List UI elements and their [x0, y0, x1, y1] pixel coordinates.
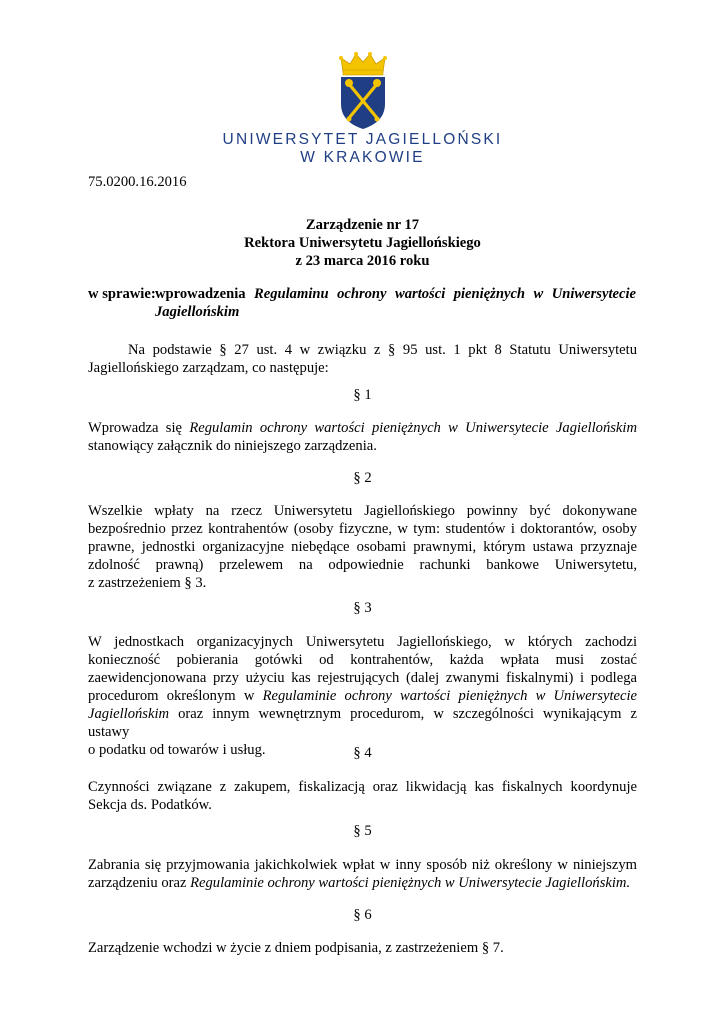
- section-2-body: [88, 502, 637, 592]
- section-3-l5-italic: Jagiellońskim: [88, 706, 170, 722]
- section-2-line-3: prawne, jednostki organizacyjne niebędące osobami prawnymi, którym ustawa przyznaje: [88, 539, 637, 555]
- section-1-sign: § 1: [353, 387, 372, 403]
- subject-line-1: [155, 285, 636, 303]
- section-1-italic: Regulamin ochrony wartości pieniężnych w Uniwersytecie Jagiellońskim: [189, 420, 638, 436]
- title-line-2: Rektora Uniwersytetu Jagiellońskiego: [244, 235, 481, 251]
- intro-line-2: Jagiellońskiego zarządzam, co następuje:: [88, 360, 329, 376]
- section-5-l2-italic: Regulaminie ochrony wartości pieniężnych w Uniwersytecie Jagiellońskim.: [190, 875, 631, 891]
- intro-paragraph: [88, 341, 637, 377]
- section-3-l4-prefix: procedurom określonym w: [88, 688, 255, 704]
- section-5-sign: § 5: [353, 823, 372, 839]
- section-6-body: [88, 939, 637, 957]
- section-3-line-4: [88, 687, 637, 705]
- subject-italic-1: Regulaminu ochrony wartości pieniężnych w Uniwersytecie: [254, 286, 636, 302]
- subject-text: [155, 285, 636, 321]
- jagiellonian-crest-icon: [337, 52, 389, 130]
- section-2-line-2: bezpośrednio przez kontrahentów (osoby fizyczne, w tym: studentów i doktorantów, osoby: [88, 521, 637, 537]
- subject-italic-2: Jagiellońskim: [155, 304, 240, 320]
- section-3-line-5: [88, 705, 637, 741]
- section-3-sign: § 3: [353, 600, 372, 616]
- section-3-line-3: zaewidencjonowana przy użyciu kas rejestrujących (dalej zwanymi fiskalnymi) i podlega: [88, 670, 637, 686]
- section-2-line-4: zdolność prawną) przelewem na odpowiednie rachunki bankowe Uniwersytetu,: [88, 557, 637, 573]
- university-city: W KRAKOWIE: [300, 149, 425, 166]
- section-2-line-5: z zastrzeżeniem § 3.: [88, 575, 207, 591]
- reference-number: 75.0200.16.2016: [88, 174, 187, 190]
- section-4-line-1: Czynności związane z zakupem, fiskalizacją oraz likwidacją kas fiskalnych koordynuje: [88, 779, 637, 795]
- section-2-line-1: Wszelkie wpłaty na rzecz Uniwersytetu Jagiellońskiego powinny być dokonywane: [88, 503, 637, 519]
- section-4-body: [88, 778, 637, 814]
- subject-label: w sprawie:: [88, 286, 156, 302]
- section-4-sign: § 4: [353, 745, 372, 761]
- section-1-line-1: [88, 419, 637, 437]
- section-6-sign: § 6: [353, 907, 372, 923]
- university-name: UNIWERSYTET JAGIELLOŃSKI: [222, 131, 503, 148]
- subject-line-2: [155, 303, 636, 321]
- section-1-body: [88, 419, 637, 455]
- section-5-line-1: Zabrania się przyjmowania jakichkolwiek wpłat w inny sposób niż określony w niniejszym: [88, 857, 637, 873]
- section-5-l2-prefix: zarządzeniu oraz: [88, 875, 187, 891]
- section-3-line-2: konieczność pobierania gotówki od kontrahentów, każda wpłata musi zostać: [88, 652, 637, 668]
- section-3-l5-suffix: oraz innym wewnętrznym procedurom, w szczególności wynikającym z ustawy: [88, 706, 638, 740]
- section-3-body: [88, 633, 637, 759]
- section-6-line-1: Zarządzenie wchodzi w życie z dniem podpisania, z zastrzeżeniem § 7.: [88, 940, 504, 956]
- section-3-l4-italic: Regulaminie ochrony wartości pieniężnych w Uniwersytecie: [262, 688, 637, 704]
- title-line-3: z 23 marca 2016 roku: [295, 253, 430, 269]
- section-5-line-2: [88, 874, 637, 892]
- section-3-line-1: W jednostkach organizacyjnych Uniwersytetu Jagiellońskiego, w których zachodzi: [88, 634, 637, 650]
- section-1-line-2: stanowiący załącznik do niniejszego zarządzenia.: [88, 438, 377, 454]
- subject-prefix: wprowadzenia: [155, 286, 246, 302]
- section-3-line-6: o podatku od towarów i usług.: [88, 742, 266, 758]
- section-2-sign: § 2: [353, 470, 372, 486]
- section-4-line-2: Sekcja ds. Podatków.: [88, 797, 212, 813]
- intro-line-1: Na podstawie § 27 ust. 4 w związku z § 95 ust. 1 pkt 8 Statutu Uniwersytetu: [128, 342, 637, 358]
- section-5-body: [88, 856, 637, 892]
- section-1-prefix: Wprowadza się: [88, 420, 183, 436]
- title-line-1: Zarządzenie nr 17: [305, 217, 420, 233]
